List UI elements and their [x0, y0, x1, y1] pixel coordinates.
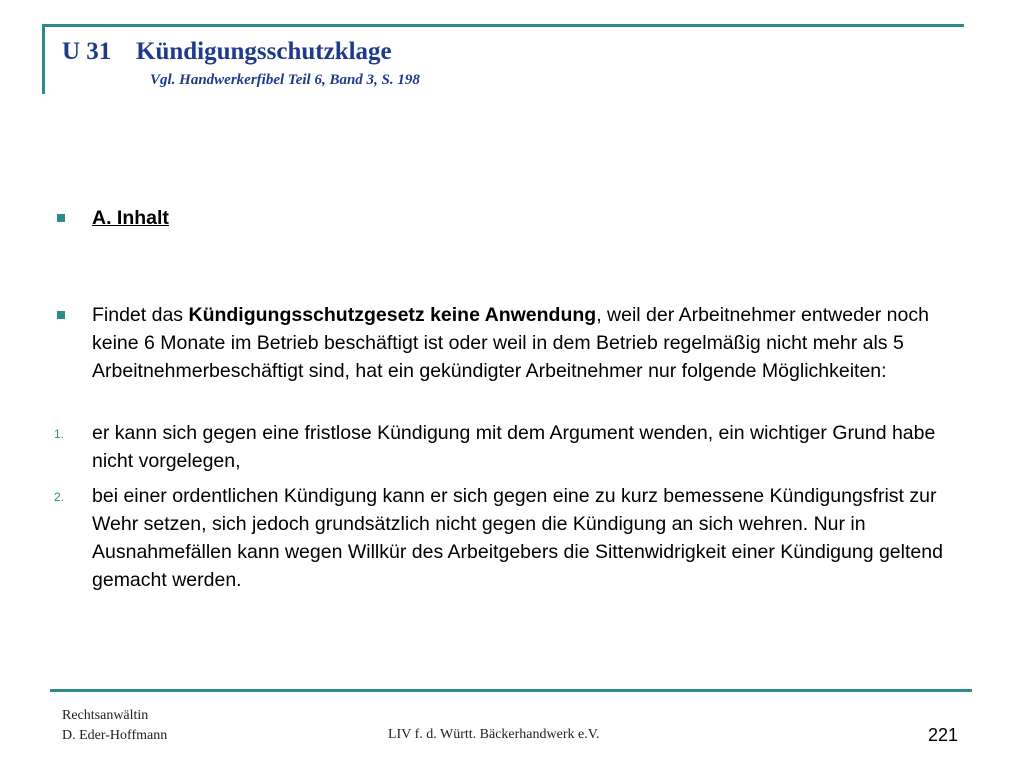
footer-organization: LIV f. d. Württ. Bäckerhandwerk e.V.: [388, 727, 600, 742]
slide-title-text: Kündigungsschutzklage: [136, 38, 392, 65]
footer-author-title: Rechtsanwältin: [62, 708, 149, 723]
top-divider: [42, 24, 964, 27]
footer-author: [62, 706, 167, 746]
intro-paragraph: [92, 301, 972, 385]
list-number: 1.: [54, 427, 65, 441]
bullet-square-icon: [57, 311, 65, 319]
list-item-text: bei einer ordentlichen Kündigung kann er sich gegen eine zu kurz bemessene Kündigungsfrist zur Wehr setzen, sich jedoch grundsätzlich nicht gegen die Kündigung an sich wehren. Nur in Ausnahmefällen kann wegen Willkür des Arbeitgebers die Sittenwidrigkeit einer Kündigung geltend gemacht werden.: [92, 485, 943, 591]
list-item-text: er kann sich gegen eine fristlose Kündigung mit dem Argument wenden, ein wichtiger Grund habe nicht vorgelegen,: [92, 422, 936, 472]
title-accent-bar: [42, 24, 45, 94]
intro-text-before: Findet das: [92, 304, 189, 326]
bottom-divider: [50, 689, 972, 692]
page-number: 221: [928, 725, 959, 745]
list-number: 2.: [54, 490, 65, 504]
bullet-square-icon: [57, 214, 65, 222]
slide-title: [62, 38, 392, 66]
intro-text-bold: Kündigungsschutzgesetz keine Anwendung: [188, 304, 597, 326]
slide-subtitle: Vgl. Handwerkerfibel Teil 6, Band 3, S. 198: [150, 72, 420, 88]
footer-author-name: D. Eder-Hoffmann: [62, 728, 168, 743]
slide-code: U 31: [62, 38, 112, 65]
section-heading: A. Inhalt: [92, 207, 169, 229]
intro-text-after: , weil der Arbeitnehmer entweder noch keine 6 Monate im Betrieb beschäftigt ist oder weil in dem Betrieb regelmäßig nicht mehr als 5 Arbeitnehmerbeschäftigt sind, hat ein gekündigter Arbeitnehmer nur folgende Möglichkeiten:: [92, 304, 929, 382]
